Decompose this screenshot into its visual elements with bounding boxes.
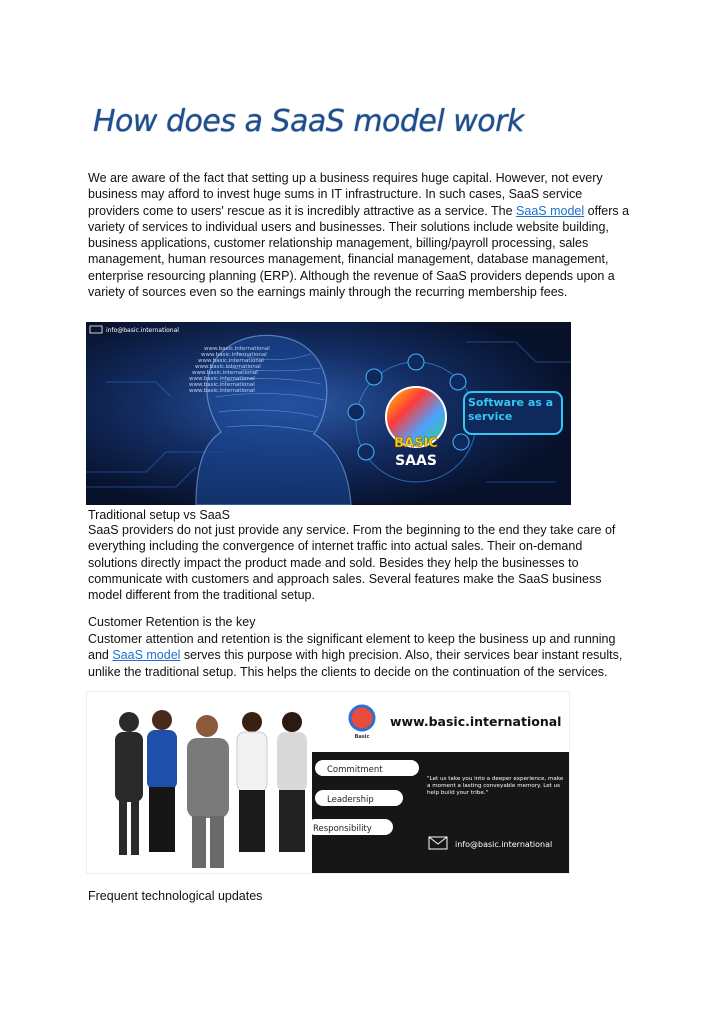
url-line: www.basic.international: [189, 382, 255, 388]
software-as-a-service-badge: [464, 392, 562, 434]
cloud-icon: [408, 354, 424, 370]
url-line: www.basic.international: [201, 352, 267, 358]
retention-text-start: Customer attention and retention is the significant element to keep the business up and running and: [88, 632, 616, 663]
value-pill-leadership: Leadership: [327, 795, 374, 805]
database-icon: [358, 444, 374, 460]
saas-model-link[interactable]: SaaS model: [516, 203, 585, 218]
section-heading-traditional: Traditional setup vs SaaS: [88, 508, 230, 522]
saas-ai-banner-image: [86, 322, 571, 505]
svg-text:BASIC: BASIC: [394, 436, 438, 451]
retention-paragraph: [88, 631, 633, 680]
url-line: www.basic.international: [192, 370, 258, 376]
team-values-graphic: [87, 692, 570, 874]
quote-text: "Let us take you into a deeper experience, make a moment a lasting conveyable memory. Let us help build your tribe.": [427, 776, 564, 796]
intro-text-start: We are aware of the fact that setting up a business requires huge capital. However, not every business may afford to invest huge sums in IT infrastructure. In such cases, SaaS service providers come to users' rescue as it is incredibly attractive as a service. The: [88, 171, 603, 218]
page-title: How does a SaaS model work: [93, 104, 524, 139]
banner-email: info@basic.international: [106, 327, 179, 334]
traditional-paragraph: SaaS providers do not just provide any service. From the beginning to the end they take care of everything including the convergence of internet traffic into actual sales. Their on-demand solutions directly impact the product made and sold. Besides they help the businesses to communicate with customers and approach sales. Several features make the SaaS business model different from the traditional setup.: [88, 523, 616, 603]
intro-text-end: offers a variety of services to individual users and businesses. Their solutions include website building, business applications, customer relationship management, billing/payroll processing, sales management, human resources management, financial management, database management, enterprise resourcing planning (ERP). Although the revenue of SaaS providers depends upon a variety of sources even so the earnings mainly through the recurring membership fees.: [88, 203, 630, 300]
url-line: www.basic.international: [195, 364, 261, 370]
settings-icon: [366, 369, 382, 385]
basic-logo-icon: [350, 706, 374, 730]
retention-text-end: serves this purpose with high precision. Also, their services bear instant results, unlike the traditional setup. This helps the clients to decide on the continuation of the services.: [88, 648, 623, 679]
site-url: www.basic.international: [390, 714, 562, 729]
value-pill-responsibility: Responsibility: [313, 824, 372, 834]
url-line: www.basic.international: [189, 388, 255, 394]
saas-ai-banner-graphic: [86, 322, 571, 505]
team-values-image: [86, 691, 570, 874]
code-icon: [450, 374, 466, 390]
section-heading-retention: Customer Retention is the key: [88, 615, 256, 629]
url-line: www.basic.international: [204, 346, 270, 352]
url-line: www.basic.international: [198, 358, 264, 364]
intro-paragraph: [88, 170, 633, 300]
svg-text:Basic: Basic: [354, 734, 370, 740]
monitor-icon: [348, 404, 364, 420]
svg-text:SAAS: SAAS: [395, 453, 437, 469]
value-pill-commitment: Commitment: [327, 765, 383, 775]
badge-text: Software as a service: [468, 396, 554, 423]
saas-model-link[interactable]: SaaS model: [112, 648, 181, 663]
team-email: info@basic.international: [455, 840, 553, 849]
section-heading-updates: Frequent technological updates: [88, 889, 263, 903]
network-icon: [453, 434, 469, 450]
url-line: www.basic.international: [189, 376, 255, 382]
